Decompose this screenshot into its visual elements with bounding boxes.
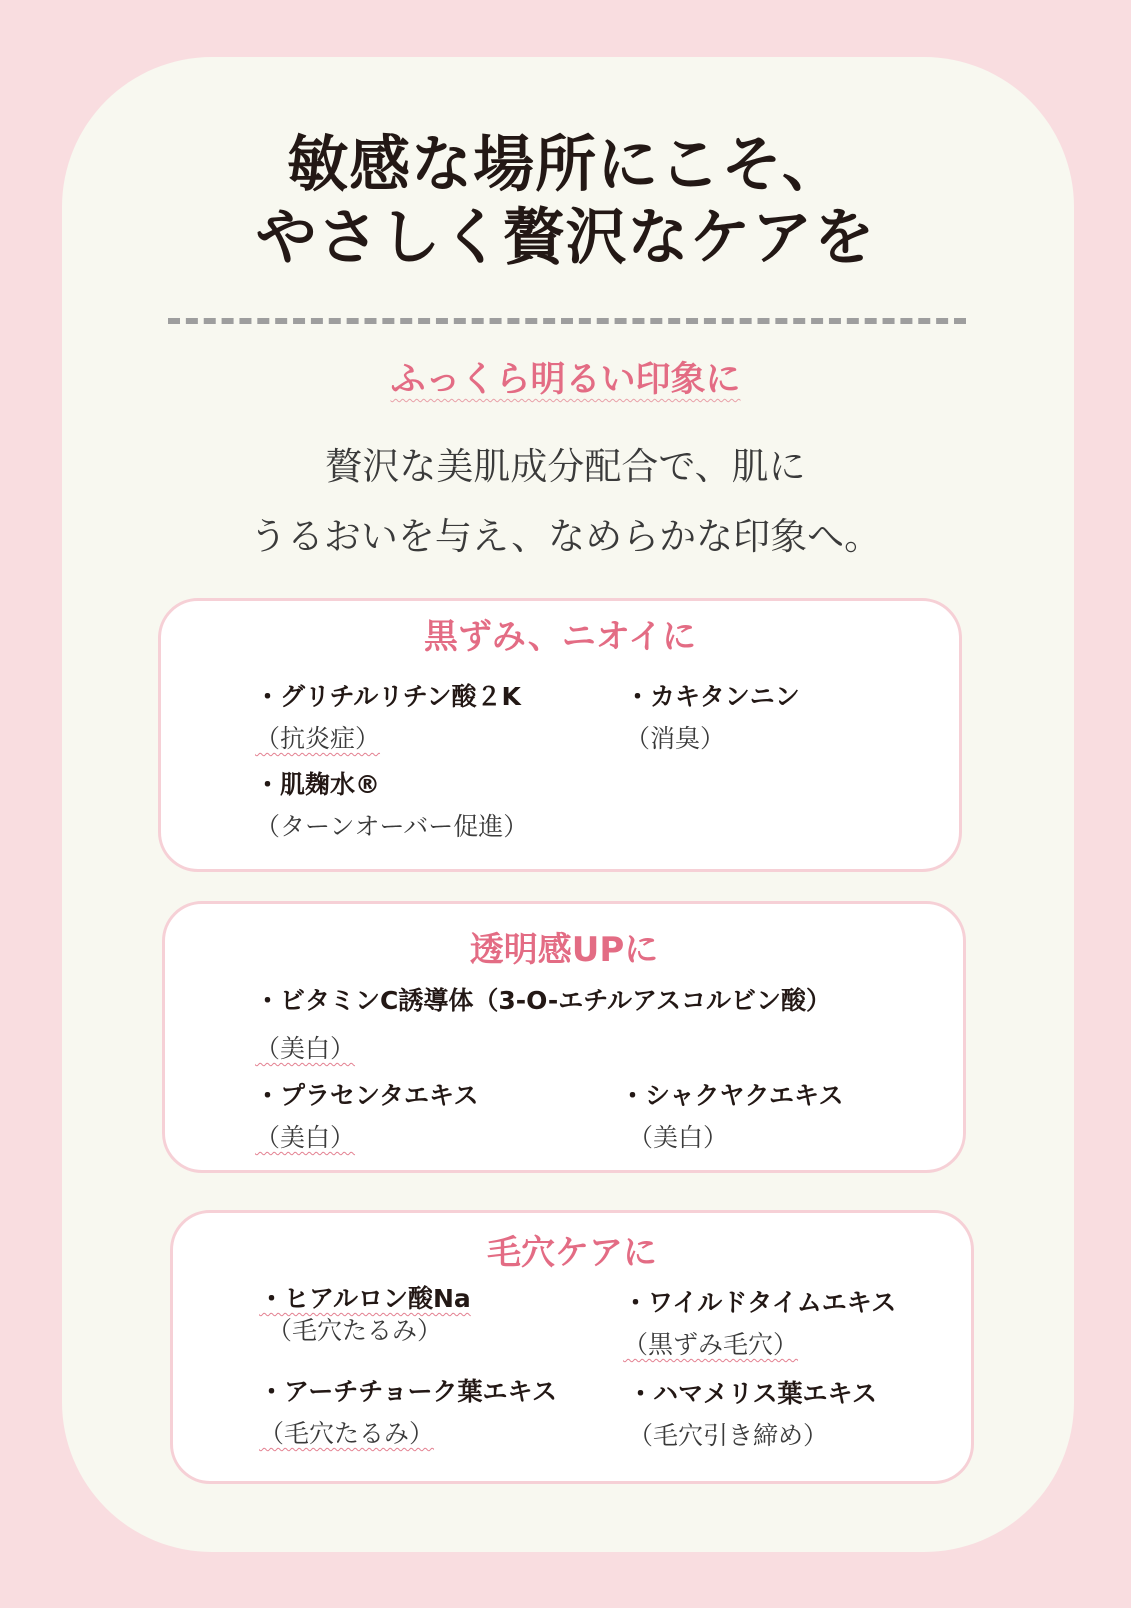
ingredient-effect: （毛穴たるみ） — [267, 1316, 443, 1345]
ingredient-item — [259, 1375, 557, 1451]
ingredient-name: ・プラセンタエキス — [255, 1081, 479, 1110]
ingredient-name: ・カキタンニン — [625, 682, 800, 711]
ingredient-effect: （美白） — [628, 1123, 729, 1152]
ingredient-effect: （抗炎症） — [255, 724, 381, 753]
ingredient-item — [628, 1377, 877, 1453]
ingredient-item — [259, 1282, 471, 1348]
title-line-1: 敏感な場所にこそ、 — [287, 129, 844, 200]
ingredient-effect: （毛穴たるみ） — [259, 1419, 435, 1448]
section-subtitle — [0, 358, 1131, 402]
lead-line-2: うるおいを与え、なめらかな印象へ。 — [249, 515, 882, 558]
ingredient-name: ・肌麹水® — [255, 770, 381, 799]
box-title: 毛穴ケアに — [487, 1233, 657, 1273]
ingredient-box-pores — [170, 1210, 974, 1484]
ingredient-effect: （美白） — [255, 1123, 356, 1152]
ingredient-item — [255, 984, 831, 1066]
ingredient-box-darkening — [158, 598, 962, 872]
ingredient-name: ・アーチチョーク葉エキス — [259, 1377, 558, 1406]
ingredient-name: ・ビタミンC誘導体（3-O-エチルアスコルビン酸） — [255, 986, 831, 1015]
ingredient-effect: （ターンオーバー促進） — [255, 812, 529, 841]
title-line-2: やさしく贅沢なケアを — [255, 202, 876, 273]
ingredient-name: ・ハマメリス葉エキス — [628, 1379, 878, 1408]
ingredient-item — [623, 1286, 896, 1362]
box-title: 黒ずみ、ニオイに — [423, 617, 697, 657]
ingredient-effect: （美白） — [255, 1034, 356, 1063]
lead-text — [0, 432, 1131, 572]
ingredient-item — [625, 680, 800, 756]
ingredient-name: ・シャクヤクエキス — [620, 1081, 844, 1110]
ingredient-box-brightening — [162, 901, 966, 1173]
ingredient-name: ・ヒアルロン酸Na — [259, 1284, 471, 1313]
lead-line-1: 贅沢な美肌成分配合で、肌に — [325, 445, 806, 488]
ingredient-item — [255, 680, 521, 756]
ingredient-item — [620, 1079, 844, 1155]
ingredient-item — [255, 1079, 479, 1155]
page-title — [0, 128, 1131, 274]
dashed-divider — [168, 318, 966, 324]
ingredient-name: ・グリチルリチン酸２K — [255, 682, 521, 711]
ingredient-effect: （毛穴引き締め） — [628, 1421, 829, 1450]
ingredient-item — [255, 768, 528, 844]
ingredient-effect: （消臭） — [625, 724, 726, 753]
ingredient-effect: （黒ずみ毛穴） — [623, 1330, 799, 1359]
subtitle-text: ふっくら明るい印象に — [390, 360, 741, 400]
box-title: 透明感UPに — [469, 930, 659, 970]
ingredient-name: ・ワイルドタイムエキス — [623, 1288, 897, 1317]
